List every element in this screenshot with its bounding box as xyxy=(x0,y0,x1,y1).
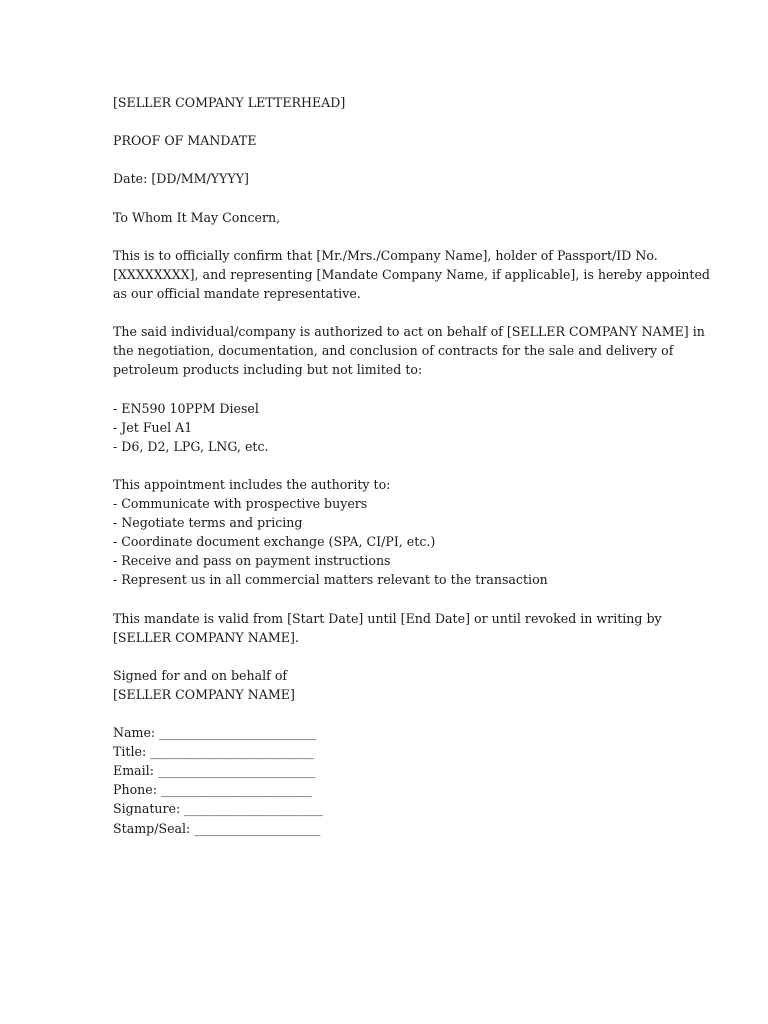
paragraph-line: [SELLER COMPANY NAME]. xyxy=(113,629,299,645)
paragraph-line: as our official mandate representative. xyxy=(113,285,361,301)
document-title: PROOF OF MANDATE xyxy=(113,133,257,149)
paragraph-line: petroleum products including but not limited to: xyxy=(113,362,423,378)
email-field: Email: _________________________ xyxy=(113,763,316,779)
paragraph-line: This mandate is valid from [Start Date] until [End Date] or until revoked in writing by xyxy=(113,610,662,626)
title-field: Title: __________________________ xyxy=(113,744,314,760)
title-block xyxy=(113,131,673,150)
signoff-line: Signed for and on behalf of xyxy=(113,667,288,683)
list-item: - EN590 10PPM Diesel xyxy=(113,400,259,416)
authority-section xyxy=(113,475,673,590)
date-block xyxy=(113,169,673,188)
product-list xyxy=(113,399,673,456)
paragraph-line: The said individual/company is authorized to act on behalf of [SELLER COMPANY NAME] in xyxy=(113,324,705,340)
list-item: - Represent us in all commercial matters relevant to the transaction xyxy=(113,572,548,588)
authorization-paragraph xyxy=(113,322,705,379)
list-item: - Communicate with prospective buyers xyxy=(113,495,368,511)
date-line: Date: [DD/MM/YYYY] xyxy=(113,171,249,187)
confirmation-paragraph xyxy=(113,246,710,303)
letter-body xyxy=(113,93,710,838)
paragraph-line: [XXXXXXXX], and representing [Mandate Company Name, if applicable], is hereby appointed xyxy=(113,266,710,282)
letterhead-block xyxy=(113,93,673,112)
salutation-block xyxy=(113,208,673,227)
list-item: - Jet Fuel A1 xyxy=(113,419,193,435)
signature-fields xyxy=(113,723,673,838)
paragraph-line: the negotiation, documentation, and conclusion of contracts for the sale and delivery of xyxy=(113,343,674,359)
salutation: To Whom It May Concern, xyxy=(113,209,281,225)
authority-intro: This appointment includes the authority to: xyxy=(113,476,391,492)
list-item: - Coordinate document exchange (SPA, CI/PI, etc.) xyxy=(113,534,436,550)
list-item: - Negotiate terms and pricing xyxy=(113,515,303,531)
name-field: Name: _________________________ xyxy=(113,725,317,741)
signature-field: Signature: ______________________ xyxy=(113,801,323,817)
list-item: - Receive and pass on payment instructions xyxy=(113,553,391,569)
signoff-block xyxy=(113,666,673,704)
list-item: - D6, D2, LPG, LNG, etc. xyxy=(113,438,269,454)
paragraph-line: This is to officially confirm that [Mr./Mrs./Company Name], holder of Passport/ID No. xyxy=(113,247,658,263)
phone-field: Phone: ________________________ xyxy=(113,782,313,798)
signoff-line: [SELLER COMPANY NAME] xyxy=(113,686,295,702)
stamp-seal-field: Stamp/Seal: ____________________ xyxy=(113,820,321,836)
letterhead: [SELLER COMPANY LETTERHEAD] xyxy=(113,95,346,110)
validity-paragraph xyxy=(113,609,673,647)
